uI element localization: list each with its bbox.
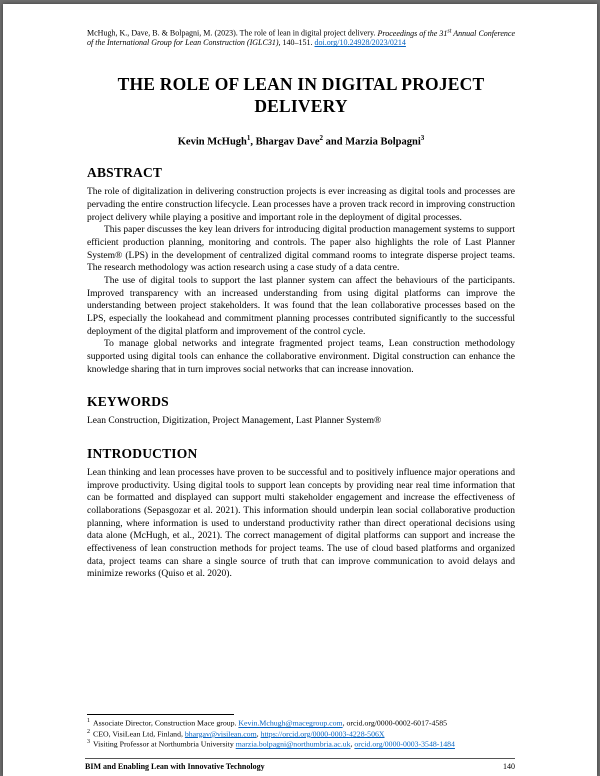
author-name-2: Bhargav Dave	[255, 136, 320, 148]
citation-ordinal-superscript: st	[447, 28, 452, 34]
paper-title: THE ROLE OF LEAN IN DIGITAL PROJECT DELIVERY	[117, 74, 485, 116]
citation-italic-1: Proceedings of the 31	[377, 28, 448, 38]
author-footnote-marker-1: 1	[246, 133, 251, 142]
keywords-text: Lean Construction, Digitization, Project Management, Last Planner System®	[87, 416, 382, 427]
footnote-2	[87, 729, 515, 740]
footnote-3-text: Visiting Professor at Northumbria University	[93, 740, 236, 750]
footer-track-title: BIM and Enabling Lean with Innovative Technology	[85, 762, 265, 771]
citation-italic-2: Annual Conference of the International Group for Lean Construction (IGLC31),	[87, 28, 516, 48]
abstract-paragraph-2: This paper discusses the key lean drivers for introducing digital production management systems to support efficient production planning, monitoring and controls. The paper also highlights the role of Last Planner System® (LPS) in the development of centralized digital command rooms to integrate disperse project teams. The research methodology was action research using a case study of a data centre.	[87, 225, 515, 274]
section-heading-abstract: ABSTRACT	[87, 165, 163, 181]
footnote-2-orcid-link[interactable]: https://orcid.org/0000-0003-4228-506X	[260, 729, 385, 739]
footnote-divider	[87, 714, 234, 715]
footnote-1-orcid: orcid.org/0000-0002-6017-4585	[346, 718, 448, 728]
footnote-3-separator: ,	[350, 740, 355, 750]
footnote-2-text: CEO, VisiLean Ltd, Finland,	[93, 729, 185, 739]
author-separator-2: and	[323, 136, 346, 148]
author-footnote-marker-3: 3	[420, 133, 425, 142]
footnote-2-separator: ,	[256, 729, 261, 739]
footnote-1-number: 1	[87, 718, 90, 725]
author-separator-1: ,	[250, 136, 256, 148]
footnote-1-separator: ,	[342, 718, 347, 728]
abstract-paragraph-4: To manage global networks and integrate fragmented project teams, Lean construction methodology supported using digital tools can enhance the collaborative environment. Digital construction can enhance the knowledge sharing that in turn improves social networks that can increase innovation.	[87, 339, 515, 375]
footnote-2-number: 2	[87, 728, 90, 735]
footnote-3-email-link[interactable]: marzia.bolpagni@northumbria.ac.uk	[235, 740, 351, 750]
paper-page	[3, 4, 597, 776]
author-footnote-marker-2: 2	[319, 133, 324, 142]
doi-link[interactable]: doi.org/10.24928/2023/0214	[314, 38, 406, 48]
page-footer	[85, 758, 515, 771]
introduction-paragraph-1: Lean thinking and lean processes have proven to be successful and to positively influence major operations and improve productivity. Using digital tools to support lean concepts by providing near real time information that can be formatted and displayed can support multi stakeholder engagement and increase the effectiveness of collaborations (Sepasgozar et al. 2021). This information should underpin lean social collaborative production planning, where information is used to understand productivity rather than direct operational decisions using data alone (McHugh, et al., 2021). The correct management of digital platforms can support and increase the effectiveness of lean construction methods for project teams. The use of cloud based platforms and organized data, project teams can share a single source of truth that can improve communication to avoid delays and minimize reworks (Quiso et al. 2020).	[87, 468, 515, 580]
page-content	[3, 4, 597, 581]
footnote-3-number: 3	[87, 739, 90, 746]
abstract-paragraph-3: The use of digital tools to support the last planner system can affect the behaviours of the participants. Improved transparency with an increased understanding from using digital platforms can improve the understanding between project stakeholders. It was found that the lean collaborative processes based on the LPS, especially the lookahead and commitment planning processes contributed significantly to the successful deployment of the digital platform and improvement of the control cycle.	[87, 276, 515, 337]
section-heading-keywords: KEYWORDS	[87, 394, 169, 410]
footer-page-number: 140	[503, 762, 515, 771]
section-heading-introduction: INTRODUCTION	[87, 446, 198, 462]
footnote-3-orcid-link[interactable]: orcid.org/0000-0003-3548-1484	[354, 740, 455, 750]
footnotes-block	[87, 714, 515, 750]
footnote-1-text: Associate Director, Construction Mace group.	[93, 718, 239, 728]
authors-line	[87, 134, 515, 148]
footnote-1-email-link[interactable]: Kevin.Mchugh@macegroup.com	[238, 718, 343, 728]
header-citation	[87, 28, 515, 48]
citation-text-roman-1: McHugh, K., Dave, B. & Bolpagni, M. (2023). The role of lean in digital project delivery.	[87, 28, 378, 38]
footnote-2-email-link[interactable]: bhargav@visilean.com	[184, 729, 257, 739]
author-name-1: Kevin McHugh	[177, 136, 247, 148]
author-name-3: Marzia Bolpagni	[345, 136, 421, 148]
abstract-paragraph-1: The role of digitalization in delivering construction projects is ever increasing as digital tools and processes are pervading the entire construction lifecycle. Lean processes have a proven track record in improving construction project delivery while playing a positive and important role in the deployment of digital processes.	[87, 187, 515, 223]
citation-text-roman-2: 140–151.	[280, 38, 315, 48]
footnote-3	[87, 739, 515, 750]
footnote-1	[87, 718, 515, 729]
